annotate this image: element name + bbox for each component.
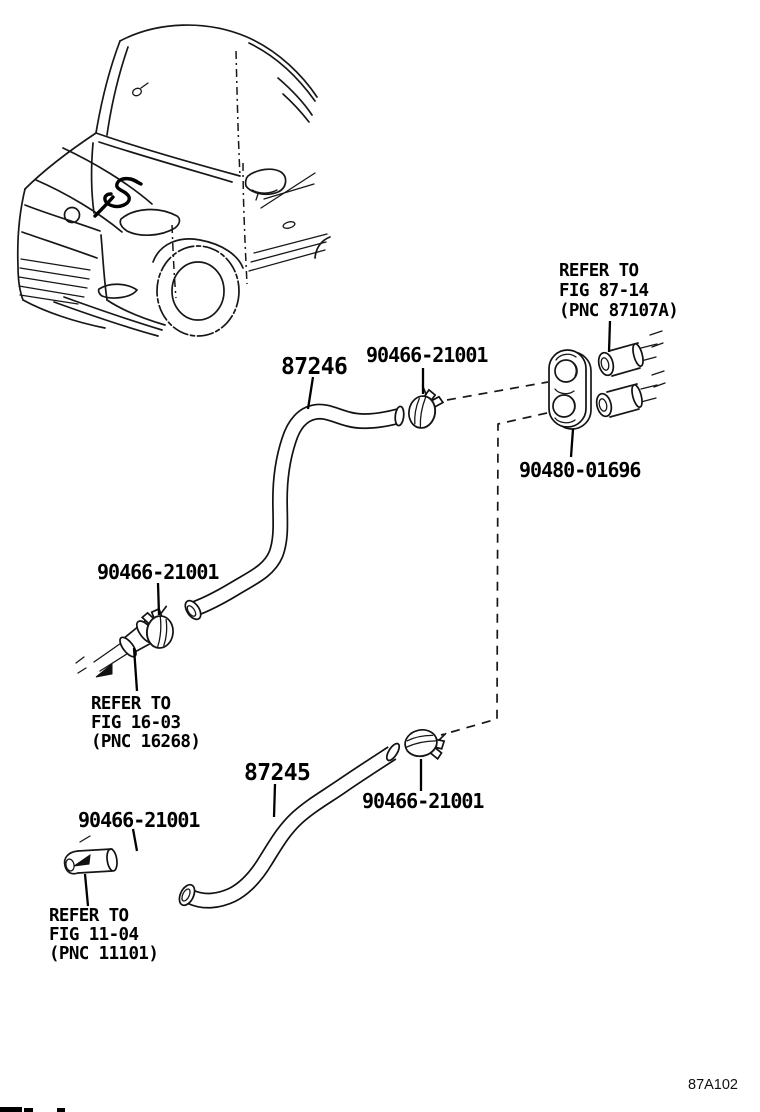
grommet-drawing	[549, 350, 591, 429]
clamp-part-number-label-top: 90466-21001	[366, 343, 488, 367]
refer-note-line: REFER TO	[559, 261, 639, 281]
refer-note-line: REFER TO	[91, 694, 171, 714]
clamp-part-number-label-bottom-left: 90466-21001	[78, 808, 200, 832]
vehicle-overview-drawing	[18, 25, 330, 336]
hose-a-part-number-label: 87246	[281, 354, 348, 380]
pipe-fitting-bottom-left-drawing	[65, 836, 119, 874]
refer-note-top-right	[559, 261, 678, 321]
clamp-part-number-label-bottom: 90466-21001	[362, 789, 484, 813]
refer-note-mid-left	[91, 694, 200, 752]
refer-note-line: (PNC 16268)	[91, 732, 201, 752]
refer-note-line: FIG 11-04	[49, 925, 139, 945]
clamp-top-drawing	[406, 384, 445, 431]
refer-note-line: (PNC 11101)	[49, 944, 159, 964]
hose-b-part-number-label: 87245	[244, 760, 311, 786]
dashed-guide-lines	[441, 382, 548, 735]
grommet-part-number-label: 90480-01696	[519, 458, 641, 482]
refer-note-line: REFER TO	[49, 906, 129, 926]
refer-note-line: (PNC 87107A)	[559, 301, 679, 321]
heater-hose-a-drawing	[182, 406, 405, 622]
corner-print-marks	[0, 1107, 65, 1112]
refer-note-line: FIG 16-03	[91, 713, 181, 733]
refer-note-line: FIG 87-14	[559, 281, 649, 301]
hose-location-marker	[95, 179, 141, 216]
refer-note-bottom-left	[49, 906, 158, 964]
clamp-part-number-label-mid: 90466-21001	[97, 560, 219, 584]
clamp-bottom-drawing	[403, 725, 451, 765]
figure-code-label: 87A102	[688, 1077, 738, 1093]
heater-pipes-drawing	[594, 331, 665, 418]
